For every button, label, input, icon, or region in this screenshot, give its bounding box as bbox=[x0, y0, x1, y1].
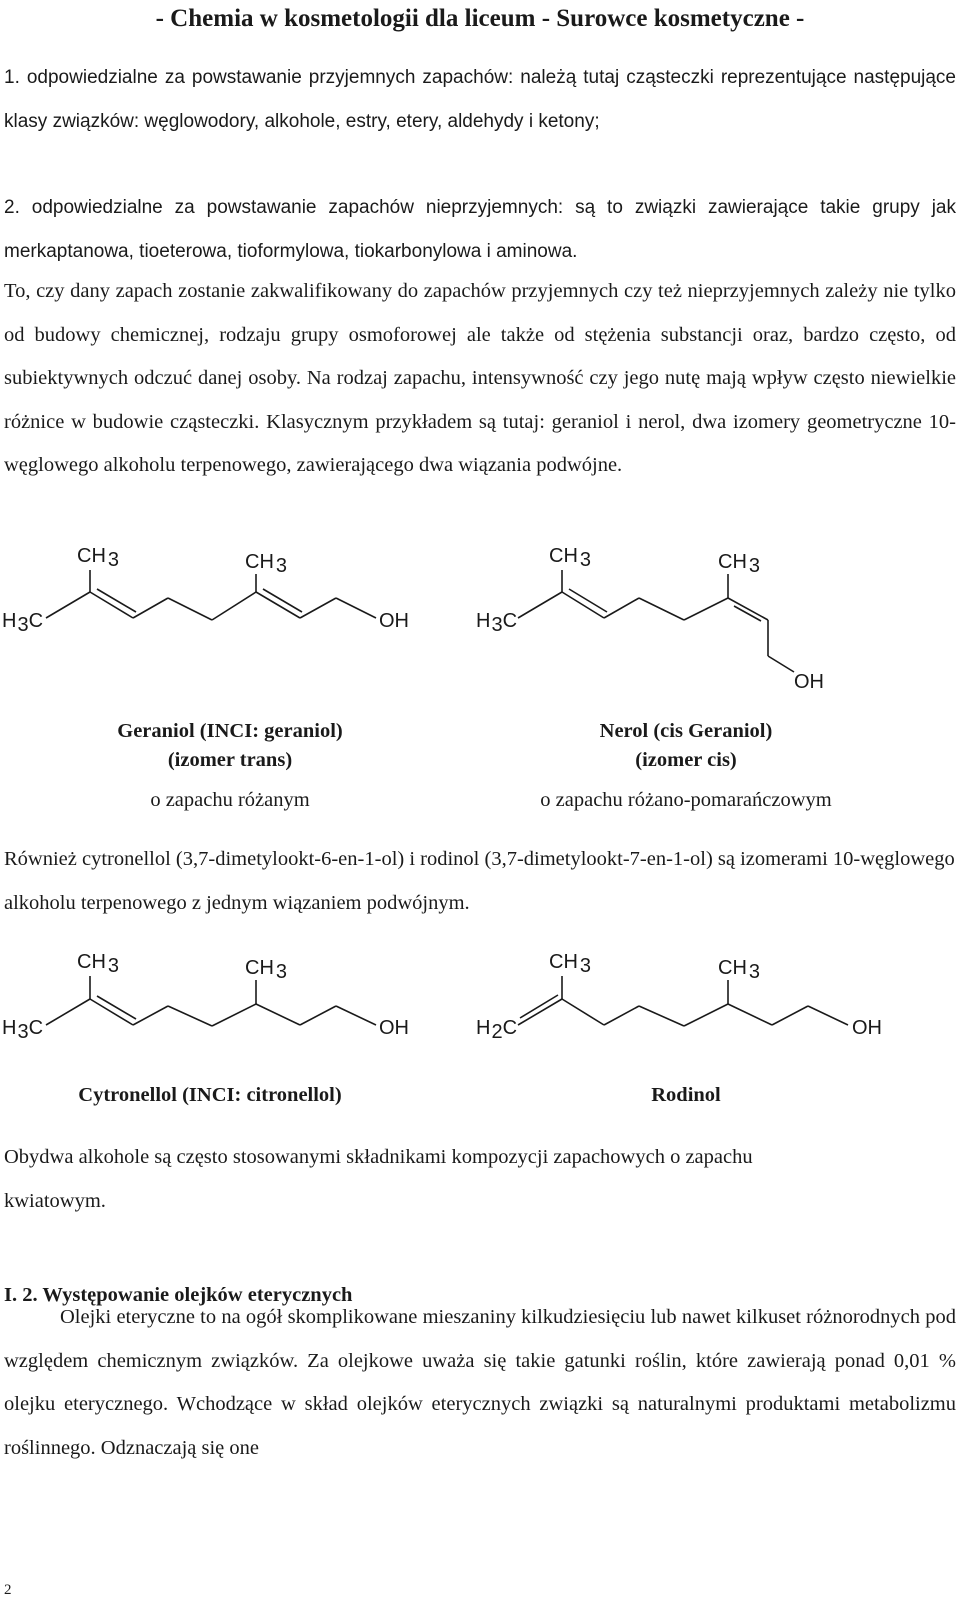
geraniol-caption-isomer: (izomer trans) bbox=[167, 749, 293, 771]
nerol-ch3-left: CH 3 bbox=[549, 545, 592, 571]
citronellol-oh: OH bbox=[379, 1017, 409, 1039]
page-number: 2 bbox=[4, 1582, 12, 1598]
rhodinol-h2c: H2C bbox=[476, 1017, 518, 1043]
nerol-caption-odor: o zapachu różano-pomarańczowym bbox=[540, 789, 832, 811]
geraniol-h3c: H3C bbox=[2, 610, 44, 636]
paragraph-unpleasant-odors: 2. odpowiedzialne za powstawanie zapachów nieprzyjemnych: są to związki zawierające takie grupy jak merkaptanowa, tioeterowa, tioformylowa, tiokarbonylowa i aminowa. bbox=[4, 197, 956, 262]
rhodinol-ch3-right: CH 3 bbox=[718, 957, 761, 983]
citronellol-caption-name: Cytronellol (INCI: citronellol) bbox=[78, 1084, 342, 1106]
geraniol-caption-name: Geraniol (INCI: geraniol) bbox=[117, 720, 343, 742]
citronellol-h3c: H3C bbox=[2, 1017, 44, 1043]
rhodinol-ch3-left: CH 3 bbox=[549, 951, 592, 977]
paragraph-pleasant-odors: 1. odpowiedzialne za powstawanie przyjemnych zapachów: należą tutaj cząsteczki reprezentujące następujące klasy związków: węglowodory, alkohole, estry, etery, aldehydy i ketony; bbox=[4, 67, 956, 132]
paragraph-odor-classification: To, czy dany zapach zostanie zakwalifikowany do zapachów przyjemnych czy też nieprzyjemnych zależy nie tylko od budowy chemicznej, rodzaju grupy osmoforowej ale także od stężenia substancji oraz, bardzo często, od subiektywnych odczuć danej osoby. Na rodzaj zapachu, intensywność czy jego nutę mają wpływ często niewielkie różnice w budowie cząsteczki. Klasycznym przykładem są tutaj: geraniol i nerol, dwa izomery geometryczne 10-węglowego alkoholu terpenowego, zawierającego dwa wiązania podwójne. bbox=[4, 280, 956, 477]
paragraph-citronellol-rhodinol: Również cytronellol (3,7-dimetylookt-6-en-1-ol) i rodinol (3,7-dimetylookt-7-en-1-ol) są izomerami 10-węglowego alkoholu terpenowego z jednym wiązaniem podwójnym. bbox=[4, 848, 955, 914]
nerol-structure bbox=[476, 540, 876, 700]
rhodinol-structure bbox=[476, 946, 896, 1046]
paragraph-floral-use: Obydwa alkohole są często stosowanymi składnikami kompozycji zapachowych o zapachu kwiatowym. bbox=[4, 1146, 753, 1212]
geraniol-oh: OH bbox=[379, 610, 409, 632]
citronellol-ch3-right: CH 3 bbox=[245, 957, 288, 983]
nerol-caption-name: Nerol (cis Geraniol) bbox=[599, 720, 773, 742]
geraniol-ch3-left: CH 3 bbox=[77, 545, 120, 571]
citronellol-ch3-left: CH 3 bbox=[77, 951, 120, 977]
citronellol-structure bbox=[0, 946, 470, 1046]
geraniol-ch3-right: CH 3 bbox=[245, 551, 288, 577]
nerol-h3c: H3C bbox=[476, 610, 518, 636]
geraniol-caption-odor: o zapachu różanym bbox=[150, 789, 310, 811]
section-heading-essential-oils: I. 2. Występowanie olejków eterycznych bbox=[4, 1284, 353, 1306]
paragraph-essential-oils: Olejki eteryczne to na ogół skomplikowane mieszaniny kilkudziesięciu lub nawet kilkuset różnorodnych pod względem chemicznym związków. Za olejkowe uważa się takie gatunki roślin, które zawierają ponad 0,01 % olejku eterycznego. Wchodzące w skład olejków eterycznych związki są naturalnymi produktami metabolizmu roślinnego. Odznaczają się one bbox=[4, 1306, 956, 1459]
geraniol-structure bbox=[0, 540, 470, 650]
rhodinol-caption-name: Rodinol bbox=[651, 1084, 721, 1106]
nerol-ch3-right: CH 3 bbox=[718, 551, 761, 577]
rhodinol-oh: OH bbox=[852, 1017, 882, 1039]
page-title: - Chemia w kosmetologii dla liceum - Surowce kosmetyczne - bbox=[155, 5, 805, 32]
nerol-caption-isomer: (izomer cis) bbox=[635, 749, 737, 771]
nerol-oh: OH bbox=[794, 671, 824, 693]
